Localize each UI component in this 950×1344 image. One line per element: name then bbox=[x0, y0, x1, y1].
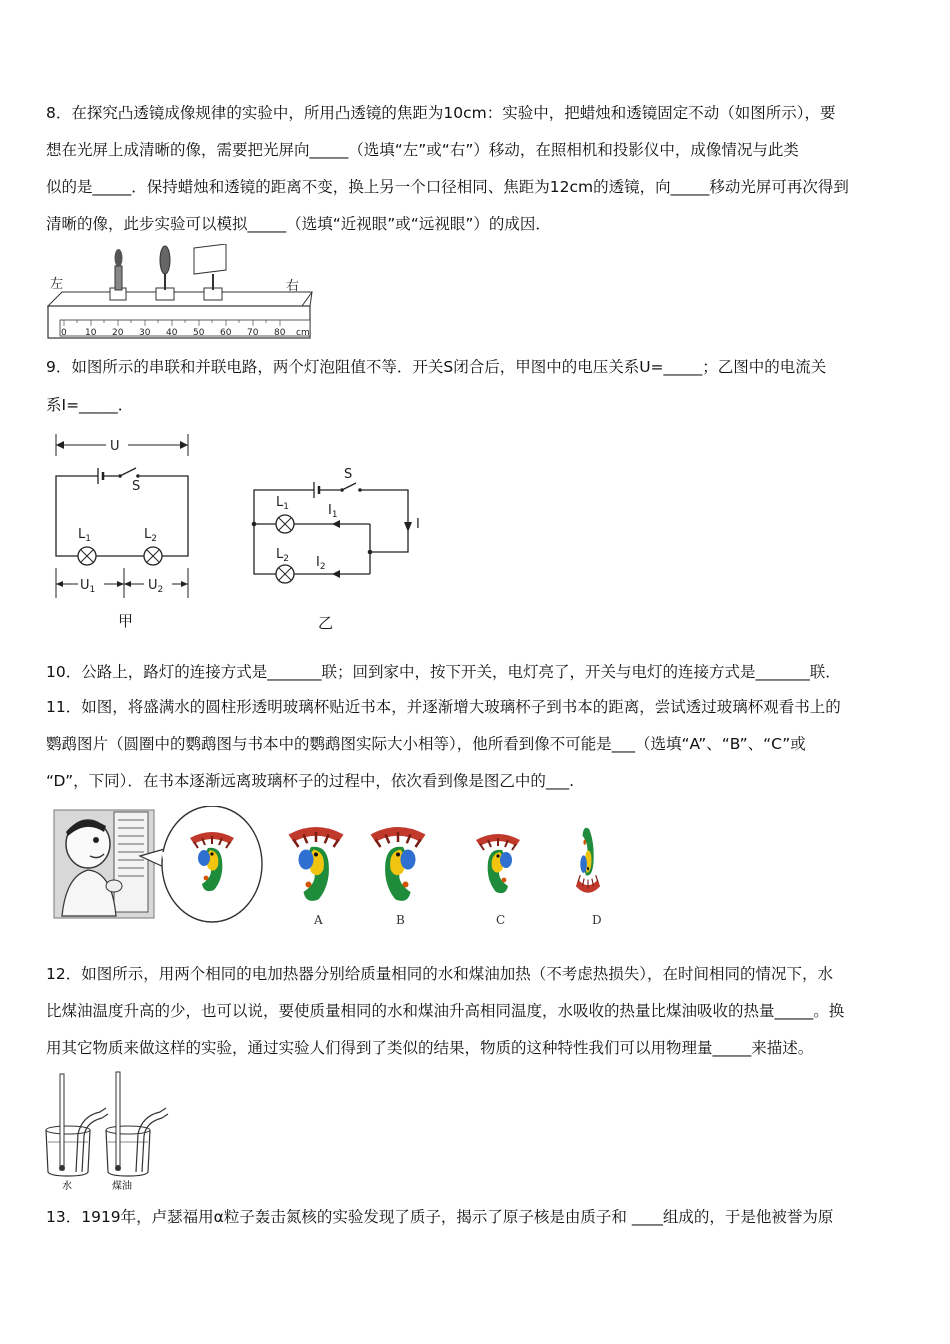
parallel-circuit-figure bbox=[246, 462, 436, 592]
lamp-L2-label: $L_2$ bbox=[276, 547, 289, 564]
tick-label: 70 bbox=[247, 328, 259, 338]
lamp-L2-icon bbox=[276, 565, 294, 583]
voltage-label-U2: $U_2$ bbox=[148, 578, 164, 595]
label-kerosene: 煤油 bbox=[112, 1181, 132, 1192]
current-label-I: I bbox=[416, 517, 420, 532]
tick-label: 30 bbox=[139, 328, 151, 338]
lamp-L2-icon bbox=[144, 547, 162, 565]
parrot-option-b-icon bbox=[371, 827, 426, 901]
q8-line-3: 似的是_____．保持蜡烛和透镜的距离不变，换上另一个口径相同、焦距为12cm的透镜，向_____移动光屏可再次得到 bbox=[46, 178, 849, 196]
lamp-L1-icon bbox=[276, 515, 294, 533]
q8-line-1: 8．在探究凸透镜成像规律的实验中，所用凸透镜的焦距为10cm：实验中，把蜡烛和透镜固定不动（如图所示），要 bbox=[46, 104, 836, 122]
bench-right-label: 右 bbox=[286, 279, 300, 294]
q12-line-3: 用其它物质来做这样的实验，通过实验人们得到了类似的结果，物质的这种特性我们可以用物理量_____来描述。 bbox=[46, 1039, 814, 1057]
voltage-label-U: U bbox=[110, 439, 120, 454]
current-label-I2: $I_2$ bbox=[316, 555, 326, 572]
caption-yi: 乙 bbox=[318, 614, 334, 632]
parrot-option-a-icon bbox=[289, 827, 344, 901]
current-label-I1: $I_1$ bbox=[328, 503, 338, 520]
switch-label-S: S bbox=[132, 479, 141, 494]
optical-bench-figure bbox=[44, 244, 316, 344]
q11-line-2: 鹦鹉图片（圆圈中的鹦鹉图与书本中的鹦鹉图实际大小相等），他所看到像不可能是___（选填“A”、“B”、“C”或 bbox=[46, 735, 806, 753]
q11-line-1: 11．如图，将盛满水的圆柱形透明玻璃杯贴近书本，并逐渐增大玻璃杯子到书本的距离，尝试透过玻璃杯观看书上的 bbox=[46, 698, 841, 716]
option-label-a: A bbox=[314, 913, 323, 927]
parrot-figure bbox=[52, 806, 622, 930]
q9-line-2: 系I=_____． bbox=[46, 396, 134, 414]
switch-label-S: S bbox=[344, 467, 353, 482]
beaker-water-icon bbox=[46, 1074, 108, 1176]
tick-label: 20 bbox=[112, 328, 124, 338]
q11-line-3: “D”，下同）．在书本逐渐远离玻璃杯子的过程中，依次看到像是图乙中的___. bbox=[46, 772, 575, 790]
q8-line-4: 清晰的像，此步实验可以模拟_____（选填“近视眼”或“远视眼”）的成因． bbox=[46, 215, 551, 233]
lamp-L1-label: $L_1$ bbox=[78, 527, 91, 544]
parrot-option-d-icon bbox=[576, 828, 600, 893]
q12-line-1: 12．如图所示，用两个相同的电加热器分别给质量相同的水和煤油加热（不考虑热损失），在时间相同的情况下，水 bbox=[46, 965, 833, 983]
tick-label: 50 bbox=[193, 328, 205, 338]
lamp-L1-icon bbox=[78, 547, 96, 565]
tick-label: 60 bbox=[220, 328, 232, 338]
tick-label: 10 bbox=[85, 328, 97, 338]
option-label-b: B bbox=[396, 913, 405, 927]
q13-line-1: 13．1919年，卢瑟福用α粒子轰击氮核的实验发现了质子，揭示了原子核是由质子和 ____组成的，于是他被誉为原 bbox=[46, 1208, 834, 1226]
tick-label: 80 bbox=[274, 328, 286, 338]
lamp-L1-label: $L_1$ bbox=[276, 495, 289, 512]
q8-line-2: 想在光屏上成清晰的像，需要把光屏向_____（选填“左”或“右”）移动，在照相机和投影仪中，成像情况与此类 bbox=[46, 141, 799, 159]
lamp-L2-label: $L_2$ bbox=[144, 527, 157, 544]
q10-line-1: 10．公路上，路灯的连接方式是_______联；回到家中，按下开关，电灯亮了，开关与电灯的连接方式是_______联． bbox=[46, 663, 841, 681]
lens-icon bbox=[156, 246, 174, 300]
q9-line-1: 9．如图所示的串联和并联电路，两个灯泡阻值不等．开关S闭合后，甲图中的电压关系U=_____；乙图中的电流关 bbox=[46, 358, 827, 376]
label-water: 水 bbox=[62, 1181, 72, 1192]
boy-reading-illustration bbox=[54, 810, 154, 918]
heating-experiment-figure bbox=[40, 1068, 174, 1192]
voltage-label-U1: $U_1$ bbox=[80, 578, 96, 595]
unit-label: cm bbox=[296, 328, 310, 338]
series-circuit-figure bbox=[48, 432, 198, 608]
bench-left-label: 左 bbox=[50, 277, 64, 292]
q12-line-2: 比煤油温度升高的少，也可以说，要使质量相同的水和煤油升高相同温度，水吸收的热量比煤油吸收的热量_____。换 bbox=[46, 1002, 845, 1020]
candle-icon bbox=[110, 249, 126, 300]
option-label-c: C bbox=[496, 913, 506, 927]
tick-label: 40 bbox=[166, 328, 178, 338]
caption-jia: 甲 bbox=[118, 612, 134, 630]
beaker-kerosene-icon bbox=[106, 1072, 168, 1176]
tick-label: 0 bbox=[61, 328, 67, 338]
option-label-d: D bbox=[592, 913, 602, 927]
parrot-option-c-icon bbox=[476, 834, 520, 893]
